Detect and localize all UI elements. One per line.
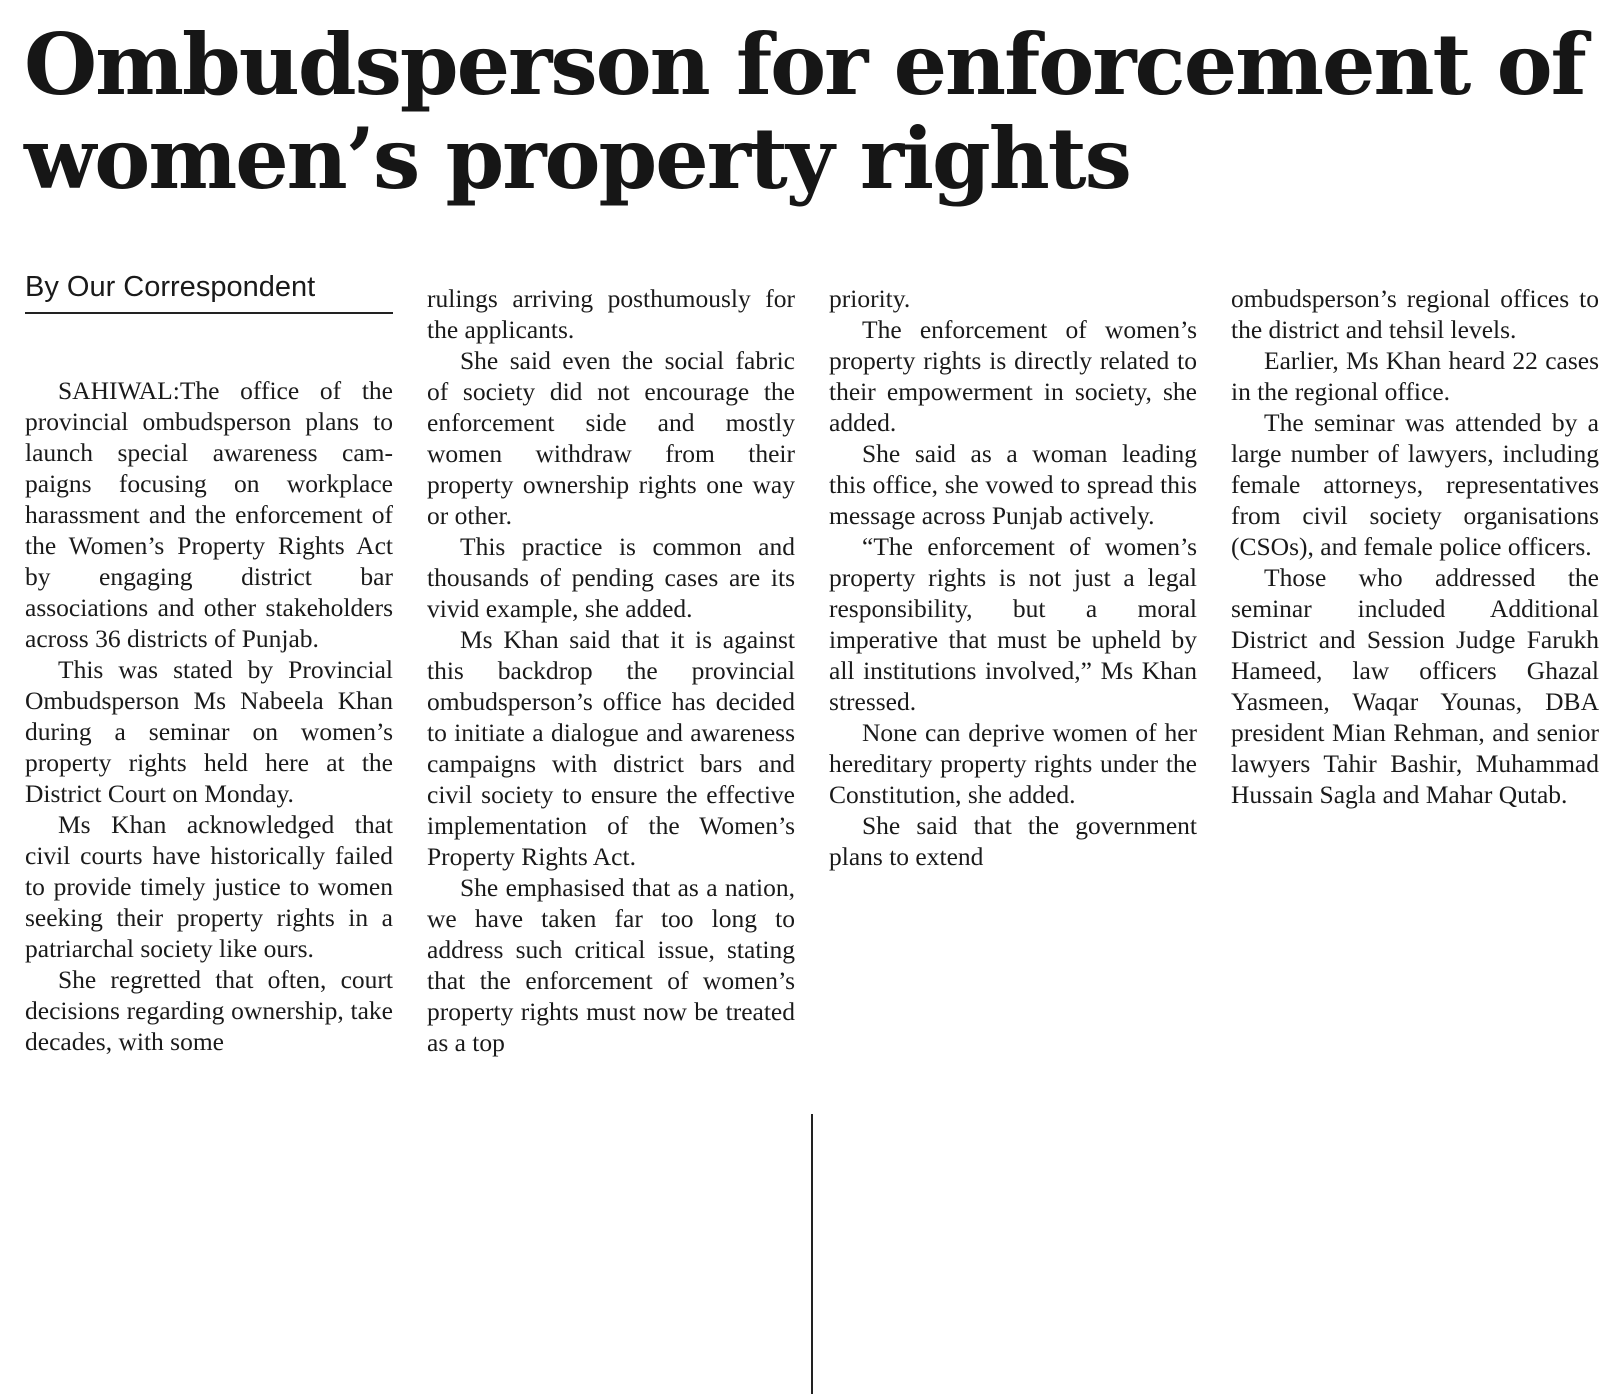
article-paragraph: She regretted that often, court decisions regarding ownership, take decades, with some	[25, 965, 393, 1056]
article-paragraph: This was stated by Provincial Ombudsperson Ms Nabeela Khan during a seminar on women’s property rights held here at the District Court on Monday.	[25, 655, 393, 808]
article-paragraph: “The enforcement of women’s property rights is not just a legal responsibility, but a moral imperative that must be upheld by all institutions involved,” Ms Khan stressed.	[829, 532, 1197, 716]
article-paragraph: This practice is common and thousands of pending cases are its vivid example, she added.	[427, 532, 795, 623]
article-paragraph: SAHIWAL:The office of the provincial ombudsperson plans to launch special awareness campaigns focusing on workplace harassment and the enforcement of the Women’s Property Rights Act by engaging district bar associations and other stakeholders across 36 districts of Punjab.	[25, 376, 393, 653]
article-paragraph: Ms Khan said that it is against this backdrop the provincial ombudsperson’s office has decided to initiate a dialogue and awareness campaigns with district bars and civil society to ensure the effective implementation of the Women’s Property Rights Act.	[427, 625, 795, 871]
article-paragraph: The enforcement of women’s property rights is directly related to their empowerment in society, she added.	[829, 315, 1197, 437]
article-paragraph: The seminar was attended by a large number of lawyers, including female attorneys, representatives from civil society organisations (CSOs), and female police officers.	[1231, 408, 1599, 561]
byline: By Our Correspondent	[25, 270, 393, 314]
article-paragraph: rulings arriving posthumously for the applicants.	[427, 284, 795, 344]
article-column-3	[829, 283, 1197, 872]
article-paragraph: She emphasised that as a nation, we have taken far too long to address such critical issue, stating that the enforcement of women’s property rights must now be treated as a top	[427, 873, 795, 1057]
article-paragraph: Earlier, Ms Khan heard 22 cases in the regional office.	[1231, 346, 1599, 406]
article-paragraph: priority.	[829, 284, 911, 313]
article-column-4	[1231, 283, 1599, 810]
article-column-2	[427, 283, 795, 1058]
article-paragraph: Ms Khan acknowledged that civil courts have historically failed to provide timely justice to women seeking their property rights in a patriarchal society like ours.	[25, 810, 393, 963]
article-paragraph: She said that the government plans to extend	[829, 811, 1197, 871]
article-paragraph: She said as a woman leading this office, she vowed to spread this message across Punjab actively.	[829, 439, 1197, 530]
article-headline: Ombudsperson for enforcement of women’s property rights	[24, 15, 1585, 208]
column-divider-rule	[811, 1114, 813, 1394]
article-paragraph: ombudsperson’s regional offices to the district and tehsil levels.	[1231, 284, 1599, 344]
article-paragraph: She said even the social fabric of society did not encourage the enforcement side and mostly women withdraw from their property ownership rights one way or other.	[427, 346, 795, 530]
article-paragraph: Those who addressed the seminar included Additional District and Session Judge Farukh Hameed, law officers Ghazal Yasmeen, Waqar Younas, DBA president Mian Rehman, and senior lawyers Tahir Bashir, Muhammad Hussain Sagla and Mahar Qutab.	[1231, 563, 1599, 809]
article-paragraph: None can deprive women of her hereditary property rights under the Constitution, she added.	[829, 718, 1197, 809]
article-column-1	[25, 375, 393, 1057]
